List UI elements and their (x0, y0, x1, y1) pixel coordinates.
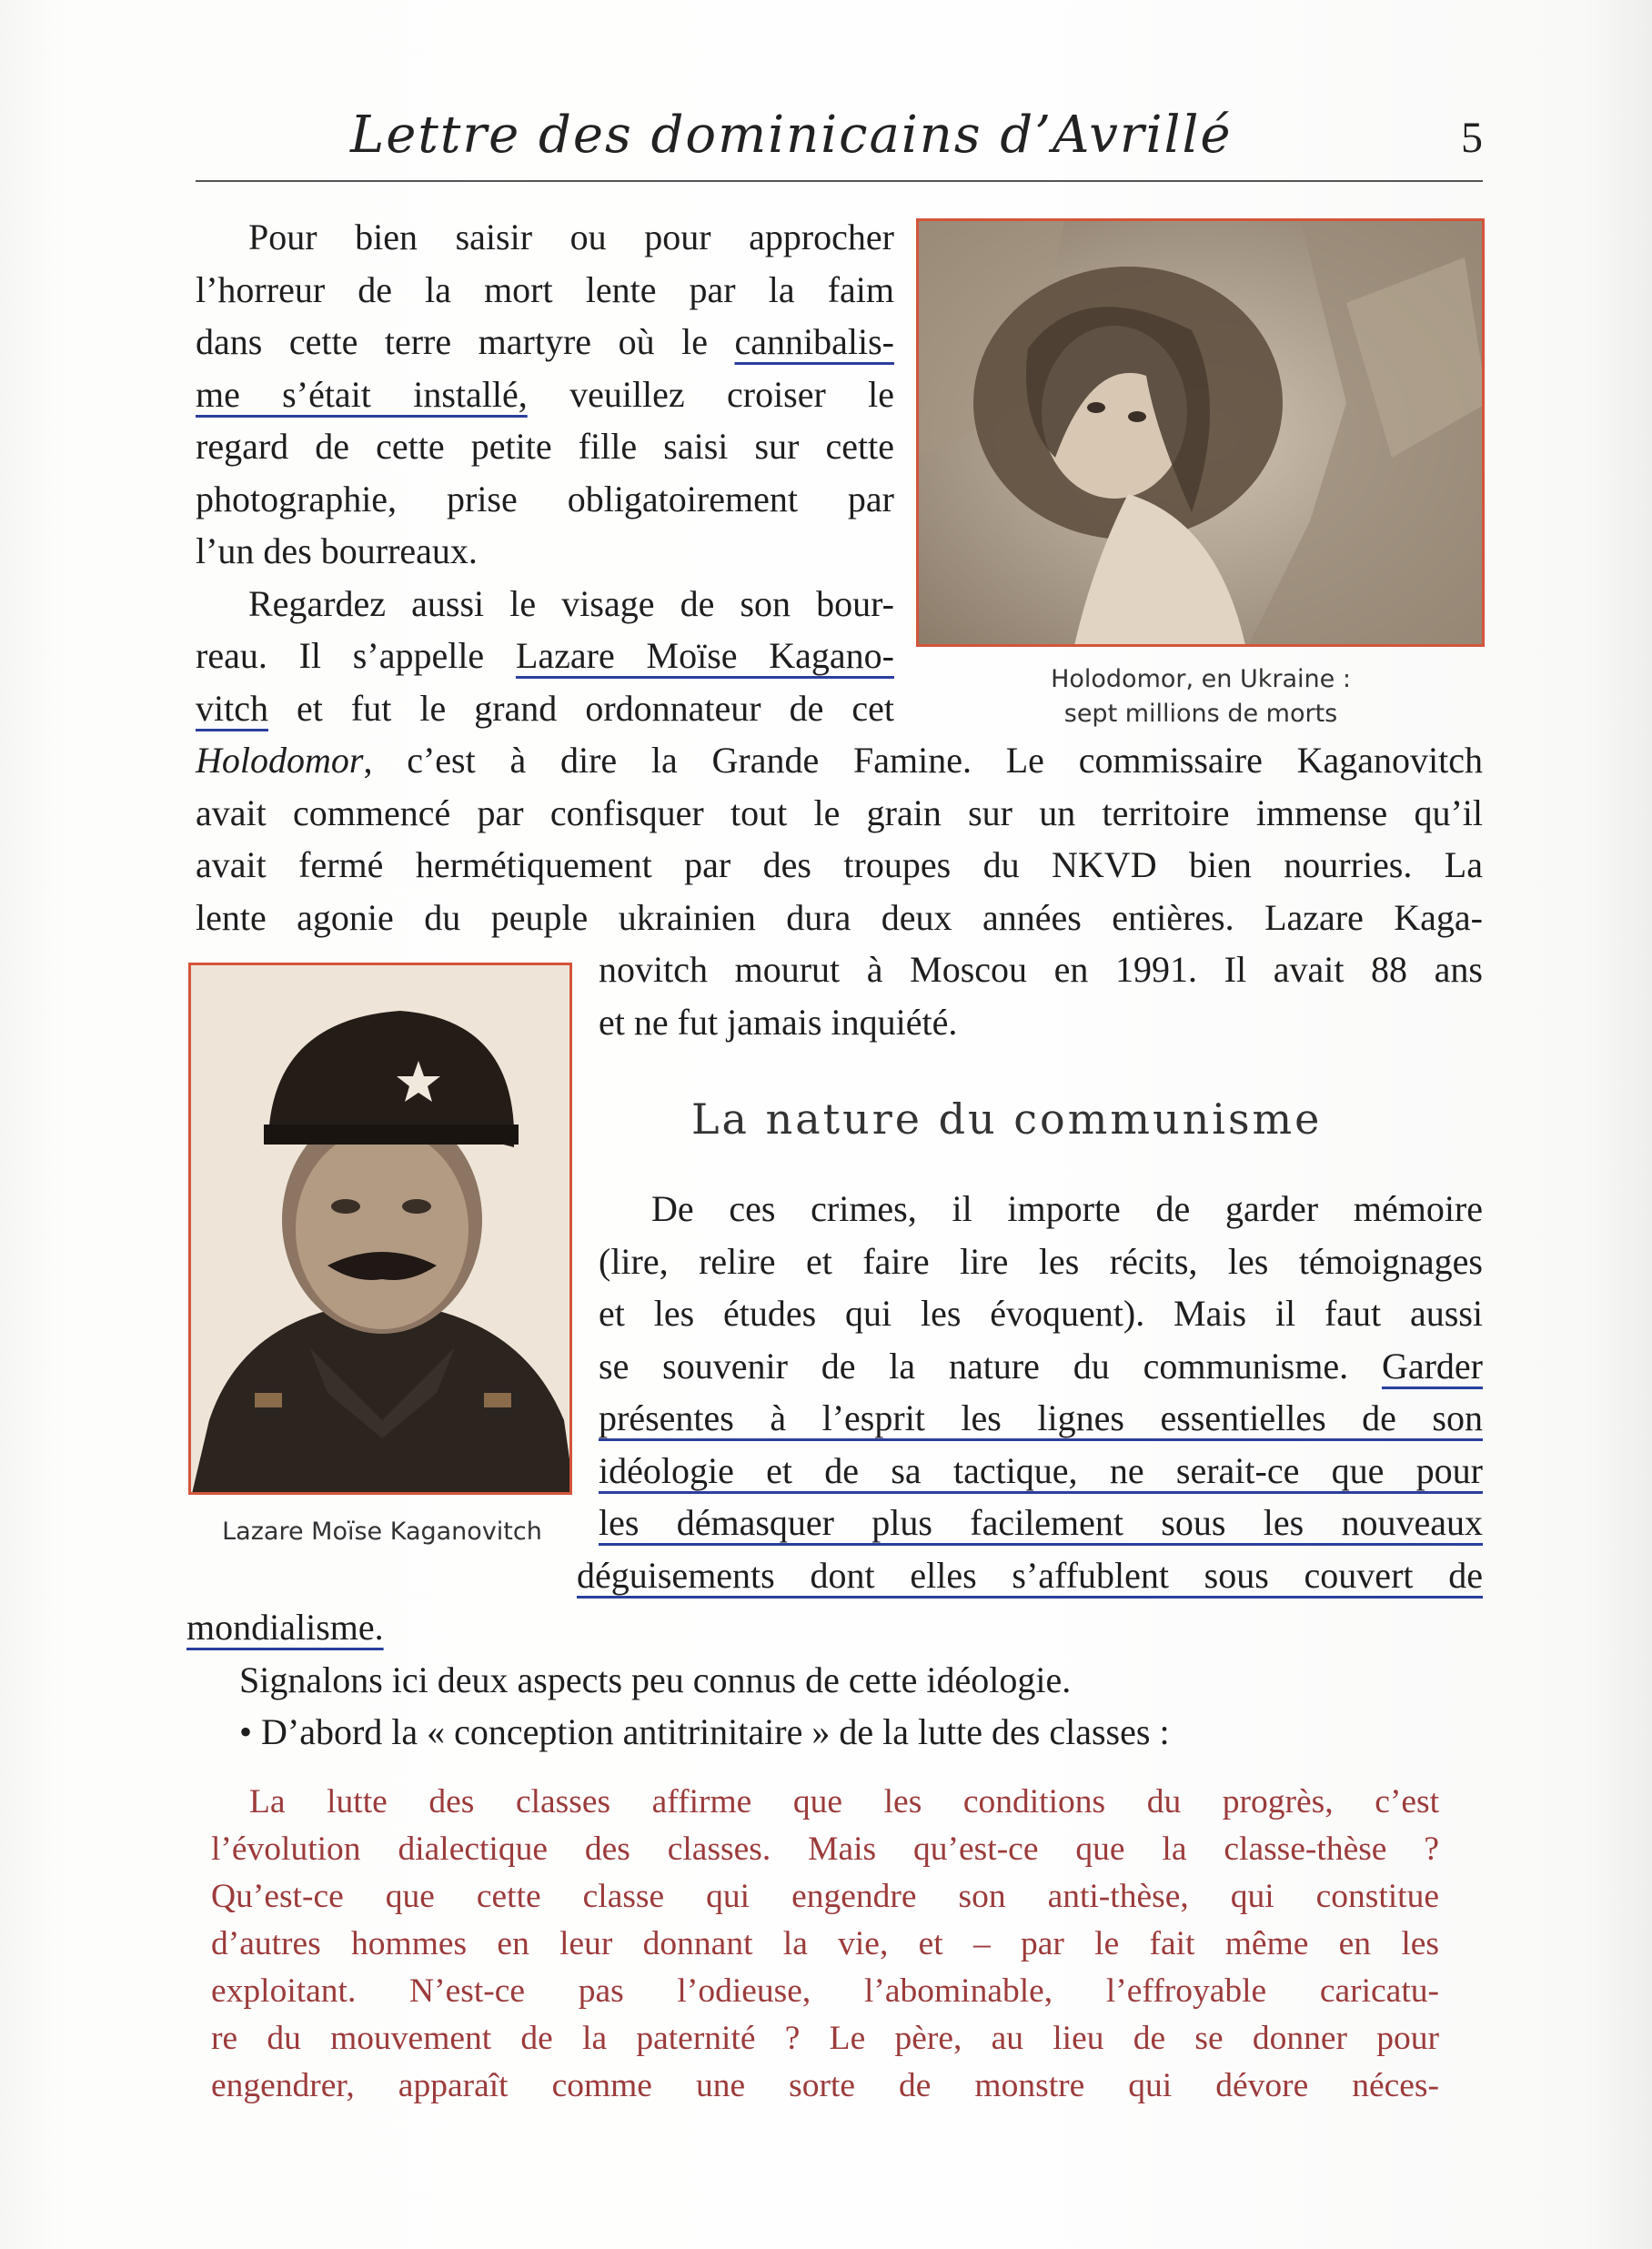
paragraph-3-line-6: idéologie et de sa tactique, ne serait-ce que pour (599, 1449, 1483, 1491)
quote-block (211, 1779, 1439, 2110)
paragraph-3 (599, 1183, 1483, 1549)
paragraph-2-line-9: et ne fut jamais inquiété. (599, 1001, 958, 1043)
paragraph-4: Signalons ici deux aspects peu connus de cette idéologie. (239, 1659, 1072, 1700)
paragraph-2-full (196, 734, 1483, 943)
paragraph-1-line-2: l’horreur de la mort lente par la faim (196, 268, 894, 310)
holodomor-caption (946, 662, 1456, 731)
paragraph-3-line-9: mondialisme. (186, 1607, 384, 1648)
paragraph-3-last (186, 1601, 1483, 1759)
paragraph-2-line-7: lente agonie du peuple ukrainien dura deux années entières. Lazare Kaga- (196, 896, 1483, 938)
paragraph-1-line-4: me s’était installé, veuillez croiser le (196, 373, 894, 415)
quote-line-2: l’évolution dialectique des classes. Mais qu’est-ce que la classe-thèse ? (211, 1830, 1439, 1868)
page-number: 5 (1461, 114, 1483, 162)
paragraph-1-line-1: Pour bien saisir ou pour approcher (248, 217, 894, 257)
paragraph-1-line-3: dans cette terre martyre où le cannibalis- (196, 321, 894, 362)
paragraph-2-line-8: novitch mourut à Moscou en 1991. Il avait 88 ans (599, 949, 1483, 990)
paragraph-3-line-4: se souvenir de la nature du communisme. Garder (599, 1345, 1483, 1387)
paragraph-2-line-4: Holodomor, c’est à dire la Grande Famine. Le commissaire Kaganovitch (196, 740, 1483, 781)
paragraph-2-line-3: vitch et fut le grand ordonnateur de cet (196, 687, 894, 729)
bullet-1: • D’abord la « conception antitrinitaire » de la lutte des classes : (239, 1711, 1170, 1752)
paragraph-1-line-6: photographie, prise obligatoirement par (196, 478, 894, 519)
header-title: Lettre des dominicains d’Avrillé (350, 106, 1233, 165)
quote-line-1: La lutte des classes affirme que les conditions du progrès, c’est (249, 1783, 1439, 1820)
page-header (196, 102, 1483, 182)
paragraph-1-line-7: l’un des bourreaux. (196, 530, 478, 571)
paragraph-3-line-1: De ces crimes, il importe de garder mémoire (651, 1188, 1483, 1229)
paragraph-3-line-5: présentes à l’esprit les lignes essentielles de son (599, 1397, 1483, 1438)
holodomor-caption-line-1: Holodomor, en Ukraine : (1051, 665, 1351, 693)
kaganovitch-caption: Lazare Moïse Kaganovitch (222, 1518, 542, 1546)
quote-line-4: d’autres hommes en leur donnant la vie, et – par le fait même en les (211, 1925, 1439, 1962)
quote-line-5: exploitant. N’est-ce pas l’odieuse, l’abominable, l’effroyable caricatu- (211, 1972, 1439, 2010)
holodomor-photo (916, 218, 1485, 647)
paragraph-1-line-5: regard de cette petite fille saisi sur cette (196, 426, 894, 467)
paragraph-3-end (577, 1549, 1483, 1602)
quote-line-3: Qu’est-ce que cette classe qui engendre son anti-thèse, qui constitue (211, 1878, 1439, 1915)
holodomor-caption-line-2: sept millions de morts (1063, 700, 1338, 728)
paragraph-3-line-8: déguisements dont elles s’affublent sous couvert de (577, 1555, 1483, 1596)
paragraph-2-line-1: Regardez aussi le visage de son bour- (248, 582, 894, 624)
paragraph-2-end (599, 943, 1483, 1048)
quote-line-7: engendrer, apparaît comme une sorte de monstre qui dévore néces- (211, 2067, 1439, 2104)
paragraph-3-line-2: (lire, relire et faire lire les récits, les témoignages (599, 1240, 1483, 1282)
kaganovitch-photo (188, 963, 572, 1495)
paragraph-1 (196, 211, 894, 734)
section-title: La nature du communisme (691, 1094, 1323, 1144)
paragraph-3-line-3: et les études qui les évoquent). Mais il faut aussi (599, 1293, 1483, 1334)
quote-line-6: re du mouvement de la paternité ? Le père, au lieu de se donner pour (211, 2020, 1439, 2057)
paragraph-2-line-6: avait fermé hermétiquement par des troupes du NKVD bien nourries. La (196, 844, 1483, 885)
holodomor-photo-drawing (919, 221, 1485, 647)
kaganovitch-photo-drawing (191, 965, 572, 1495)
paragraph-2-line-2: reau. Il s’appelle Lazare Moïse Kagano- (196, 635, 895, 676)
paragraph-3-line-7: les démasquer plus facilement sous les nouveaux (599, 1502, 1483, 1543)
paragraph-2-line-5: avait commencé par confisquer tout le grain sur un territoire immense qu’il (196, 792, 1483, 833)
